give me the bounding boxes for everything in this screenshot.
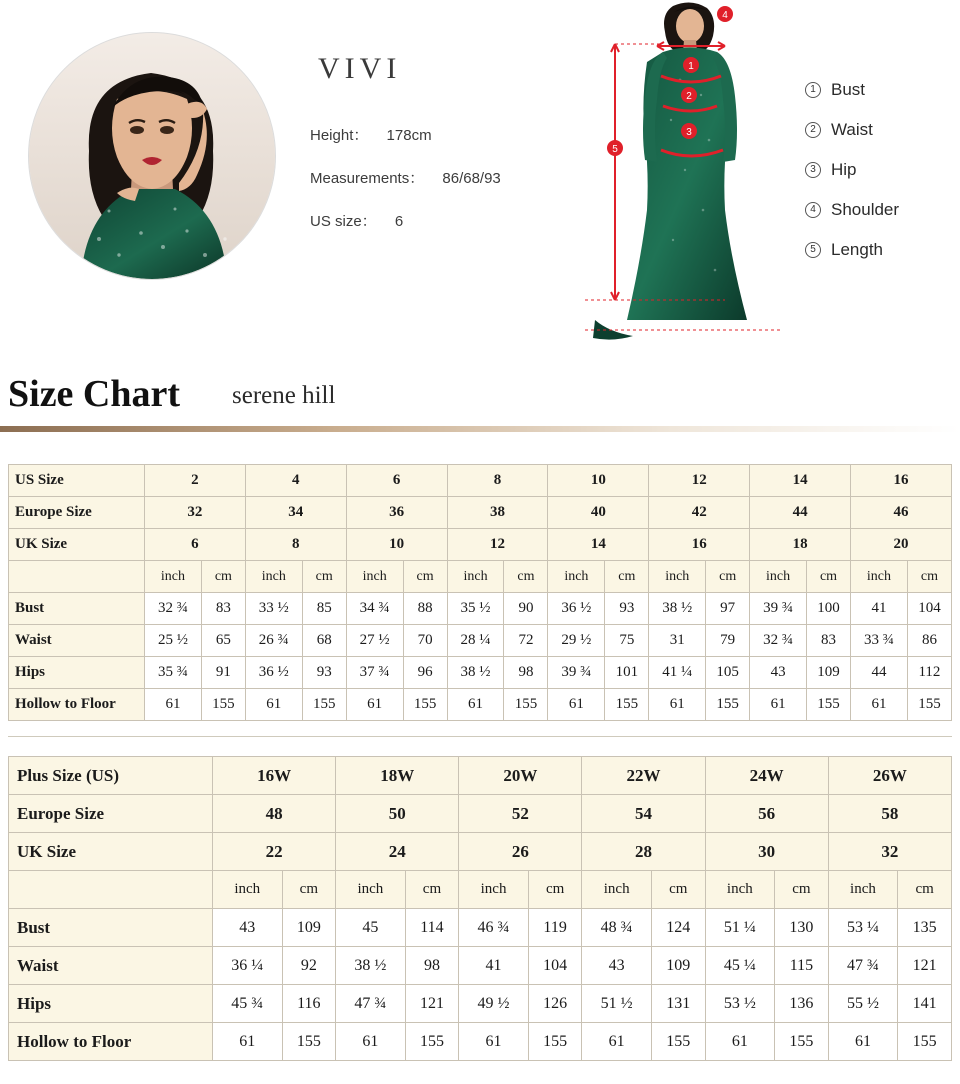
cell-plus-4: 24W <box>705 757 828 795</box>
hollow-cm-2: 155 <box>403 689 447 721</box>
unit-inch-plus-3: inch <box>582 871 652 909</box>
table-row-bust-plus <box>9 909 952 947</box>
cell-us-7: 16 <box>851 465 952 497</box>
cell-uk-plus-4: 30 <box>705 833 828 871</box>
bust-cm-plus-2: 119 <box>528 909 582 947</box>
waist-inch-7: 33 ¾ <box>851 625 908 657</box>
hips-cm-2: 96 <box>403 657 447 689</box>
bust-inch-plus-5: 53 ¼ <box>828 909 898 947</box>
cell-uk-3: 12 <box>447 529 548 561</box>
table-row-uk-size <box>9 529 952 561</box>
hips-inch-4: 39 ¾ <box>548 657 605 689</box>
model-ussize-row <box>310 210 580 231</box>
bust-inch-plus-3: 48 ¾ <box>582 909 652 947</box>
hips-inch-plus-1: 47 ¾ <box>336 985 406 1023</box>
hips-inch-3: 38 ½ <box>447 657 504 689</box>
cell-eu-7: 46 <box>851 497 952 529</box>
plus-size-table <box>8 756 952 1061</box>
waist-cm-4: 75 <box>605 625 649 657</box>
unit-cm-2: cm <box>403 561 447 593</box>
cell-us-1: 4 <box>245 465 346 497</box>
hollow-cm-4: 155 <box>605 689 649 721</box>
row-label-waist: Waist <box>9 625 145 657</box>
waist-cm-5: 79 <box>706 625 750 657</box>
waist-cm-7: 86 <box>907 625 951 657</box>
waist-cm-plus-1: 98 <box>405 947 459 985</box>
legend-number-icon: 1 <box>805 82 821 98</box>
bust-cm-plus-5: 135 <box>898 909 952 947</box>
waist-inch-plus-3: 43 <box>582 947 652 985</box>
unit-inch-7: inch <box>851 561 908 593</box>
unit-inch-4: inch <box>548 561 605 593</box>
cell-eu-2: 36 <box>346 497 447 529</box>
unit-inch-plus-1: inch <box>336 871 406 909</box>
measurement-legend <box>805 80 899 280</box>
bust-cm-4: 93 <box>605 593 649 625</box>
bust-cm-6: 100 <box>807 593 851 625</box>
waist-inch-plus-5: 47 ¾ <box>828 947 898 985</box>
waist-inch-2: 27 ½ <box>346 625 403 657</box>
hips-inch-plus-5: 55 ½ <box>828 985 898 1023</box>
row-label-hips-plus: Hips <box>9 985 213 1023</box>
unit-inch-2: inch <box>346 561 403 593</box>
unit-cm-plus-0: cm <box>282 871 336 909</box>
hollow-cm-plus-1: 155 <box>405 1023 459 1061</box>
svg-text:5: 5 <box>612 144 618 155</box>
unit-cm-plus-1: cm <box>405 871 459 909</box>
waist-cm-2: 70 <box>403 625 447 657</box>
hollow-inch-plus-2: 61 <box>459 1023 529 1061</box>
waist-inch-plus-4: 45 ¼ <box>705 947 775 985</box>
waist-inch-1: 26 ¾ <box>245 625 302 657</box>
hips-inch-6: 43 <box>750 657 807 689</box>
model-height-label: Height： <box>310 127 369 144</box>
bust-inch-plus-4: 51 ¼ <box>705 909 775 947</box>
unit-cm-5: cm <box>706 561 750 593</box>
table-row-europe-size <box>9 497 952 529</box>
dress-diagram <box>575 0 800 350</box>
unit-cm-7: cm <box>907 561 951 593</box>
units-blank-cell-plus <box>9 871 213 909</box>
cell-eu-0: 32 <box>145 497 246 529</box>
svg-text:1: 1 <box>688 61 694 72</box>
cell-uk-2: 10 <box>346 529 447 561</box>
waist-cm-0: 65 <box>201 625 245 657</box>
legend-number-icon: 3 <box>805 162 821 178</box>
cell-uk-plus-1: 24 <box>336 833 459 871</box>
legend-label: Hip <box>831 160 857 179</box>
bust-inch-1: 33 ½ <box>245 593 302 625</box>
measurement-figure <box>575 0 800 350</box>
standard-size-table <box>8 464 952 721</box>
unit-inch-plus-4: inch <box>705 871 775 909</box>
legend-label: Waist <box>831 120 873 139</box>
model-ussize-value: 6 <box>394 213 404 230</box>
waist-inch-0: 25 ½ <box>145 625 202 657</box>
waist-inch-plus-0: 36 ¼ <box>213 947 283 985</box>
bust-inch-plus-1: 45 <box>336 909 406 947</box>
table-row-waist <box>9 625 952 657</box>
table-row-hips <box>9 657 952 689</box>
cell-eu-plus-0: 48 <box>213 795 336 833</box>
unit-cm-6: cm <box>807 561 851 593</box>
cell-us-6: 14 <box>750 465 851 497</box>
page-title: Size Chart <box>8 373 181 415</box>
model-height-value: 178cm <box>386 127 432 144</box>
hollow-inch-7: 61 <box>851 689 908 721</box>
bust-inch-2: 34 ¾ <box>346 593 403 625</box>
hollow-cm-6: 155 <box>807 689 851 721</box>
bust-cm-plus-3: 124 <box>651 909 705 947</box>
waist-cm-6: 83 <box>807 625 851 657</box>
hips-cm-7: 112 <box>907 657 951 689</box>
waist-cm-plus-5: 121 <box>898 947 952 985</box>
cell-plus-2: 20W <box>459 757 582 795</box>
hips-inch-plus-0: 45 ¾ <box>213 985 283 1023</box>
row-label-uk-size: UK Size <box>9 529 145 561</box>
cell-uk-plus-3: 28 <box>582 833 705 871</box>
table-row-hips-plus <box>9 985 952 1023</box>
cell-uk-4: 14 <box>548 529 649 561</box>
row-label-hips: Hips <box>9 657 145 689</box>
size-chart-header <box>0 372 960 438</box>
bust-inch-4: 36 ½ <box>548 593 605 625</box>
hips-cm-0: 91 <box>201 657 245 689</box>
legend-item-length <box>805 240 899 260</box>
title-divider <box>0 426 960 432</box>
plus-size-table-wrap <box>8 756 952 1061</box>
hips-inch-plus-4: 53 ½ <box>705 985 775 1023</box>
hollow-cm-plus-3: 155 <box>651 1023 705 1061</box>
legend-item-hip <box>805 160 899 180</box>
cell-eu-plus-4: 56 <box>705 795 828 833</box>
cell-plus-0: 16W <box>213 757 336 795</box>
unit-cm-4: cm <box>605 561 649 593</box>
bust-inch-plus-0: 43 <box>213 909 283 947</box>
cell-uk-plus-5: 32 <box>828 833 951 871</box>
cell-plus-5: 26W <box>828 757 951 795</box>
hollow-cm-plus-0: 155 <box>282 1023 336 1061</box>
hips-cm-plus-0: 116 <box>282 985 336 1023</box>
hips-inch-0: 35 ¾ <box>145 657 202 689</box>
hips-inch-5: 41 ¼ <box>649 657 706 689</box>
bust-cm-1: 85 <box>302 593 346 625</box>
bust-inch-6: 39 ¾ <box>750 593 807 625</box>
unit-inch-plus-5: inch <box>828 871 898 909</box>
waist-cm-plus-2: 104 <box>528 947 582 985</box>
hollow-cm-0: 155 <box>201 689 245 721</box>
hollow-inch-3: 61 <box>447 689 504 721</box>
hollow-cm-5: 155 <box>706 689 750 721</box>
model-measurements-value: 86/68/93 <box>442 170 501 187</box>
cell-eu-3: 38 <box>447 497 548 529</box>
hollow-cm-plus-2: 155 <box>528 1023 582 1061</box>
cell-uk-5: 16 <box>649 529 750 561</box>
hips-cm-4: 101 <box>605 657 649 689</box>
unit-inch-plus-0: inch <box>213 871 283 909</box>
hips-cm-plus-5: 141 <box>898 985 952 1023</box>
bust-cm-plus-4: 130 <box>775 909 829 947</box>
legend-item-shoulder <box>805 200 899 220</box>
bust-cm-7: 104 <box>907 593 951 625</box>
svg-text:4: 4 <box>722 10 728 21</box>
unit-inch-3: inch <box>447 561 504 593</box>
cell-eu-5: 42 <box>649 497 750 529</box>
hips-inch-2: 37 ¾ <box>346 657 403 689</box>
hollow-inch-plus-3: 61 <box>582 1023 652 1061</box>
unit-cm-plus-2: cm <box>528 871 582 909</box>
cell-eu-plus-3: 54 <box>582 795 705 833</box>
hips-inch-7: 44 <box>851 657 908 689</box>
legend-label: Shoulder <box>831 200 900 219</box>
waist-inch-5: 31 <box>649 625 706 657</box>
cell-eu-plus-5: 58 <box>828 795 951 833</box>
table-row-us-size <box>9 465 952 497</box>
model-height-row <box>310 124 580 145</box>
table-row-waist-plus <box>9 947 952 985</box>
cell-uk-plus-0: 22 <box>213 833 336 871</box>
row-label-europe-size-plus: Europe Size <box>9 795 213 833</box>
row-label-uk-size-plus: UK Size <box>9 833 213 871</box>
bust-cm-0: 83 <box>201 593 245 625</box>
row-label-us-size: US Size <box>9 465 145 497</box>
waist-cm-3: 72 <box>504 625 548 657</box>
table-row-hollow-to-floor <box>9 689 952 721</box>
cell-us-4: 10 <box>548 465 649 497</box>
brand-name: VIVI <box>318 52 402 85</box>
waist-cm-1: 68 <box>302 625 346 657</box>
hollow-inch-5: 61 <box>649 689 706 721</box>
hollow-inch-plus-0: 61 <box>213 1023 283 1061</box>
waist-inch-3: 28 ¼ <box>447 625 504 657</box>
bust-inch-7: 41 <box>851 593 908 625</box>
hips-cm-5: 105 <box>706 657 750 689</box>
row-label-hollow: Hollow to Floor <box>9 689 145 721</box>
unit-cm-plus-5: cm <box>898 871 952 909</box>
row-label-waist-plus: Waist <box>9 947 213 985</box>
row-label-bust: Bust <box>9 593 145 625</box>
cell-eu-plus-1: 50 <box>336 795 459 833</box>
table-row-plus-size <box>9 757 952 795</box>
unit-cm-plus-4: cm <box>775 871 829 909</box>
hollow-cm-plus-4: 155 <box>775 1023 829 1061</box>
hollow-inch-2: 61 <box>346 689 403 721</box>
waist-inch-6: 32 ¾ <box>750 625 807 657</box>
table-row-europe-size-plus <box>9 795 952 833</box>
hollow-cm-7: 155 <box>907 689 951 721</box>
hips-cm-3: 98 <box>504 657 548 689</box>
unit-inch-plus-2: inch <box>459 871 529 909</box>
table-row-units-plus <box>9 871 952 909</box>
hollow-inch-plus-5: 61 <box>828 1023 898 1061</box>
row-label-plus-size: Plus Size (US) <box>9 757 213 795</box>
bust-cm-5: 97 <box>706 593 750 625</box>
model-ussize-label: US size： <box>310 213 377 230</box>
waist-cm-plus-3: 109 <box>651 947 705 985</box>
unit-cm-plus-3: cm <box>651 871 705 909</box>
hips-cm-1: 93 <box>302 657 346 689</box>
cell-uk-1: 8 <box>245 529 346 561</box>
unit-cm-1: cm <box>302 561 346 593</box>
unit-inch-0: inch <box>145 561 202 593</box>
hips-cm-plus-1: 121 <box>405 985 459 1023</box>
row-label-hollow-plus: Hollow to Floor <box>9 1023 213 1061</box>
bust-inch-plus-2: 46 ¾ <box>459 909 529 947</box>
waist-inch-plus-2: 41 <box>459 947 529 985</box>
table-row-bust <box>9 593 952 625</box>
svg-text:3: 3 <box>686 127 692 138</box>
row-label-europe-size: Europe Size <box>9 497 145 529</box>
hollow-inch-1: 61 <box>245 689 302 721</box>
cell-plus-1: 18W <box>336 757 459 795</box>
cell-eu-6: 44 <box>750 497 851 529</box>
cell-us-2: 6 <box>346 465 447 497</box>
table-row-uk-size-plus <box>9 833 952 871</box>
bust-inch-5: 38 ½ <box>649 593 706 625</box>
legend-item-waist <box>805 120 899 140</box>
hollow-inch-4: 61 <box>548 689 605 721</box>
cell-us-3: 8 <box>447 465 548 497</box>
cell-us-0: 2 <box>145 465 246 497</box>
hips-cm-6: 109 <box>807 657 851 689</box>
hollow-cm-3: 155 <box>504 689 548 721</box>
cell-eu-plus-2: 52 <box>459 795 582 833</box>
hips-inch-plus-3: 51 ½ <box>582 985 652 1023</box>
cell-uk-7: 20 <box>851 529 952 561</box>
table-row-units <box>9 561 952 593</box>
bust-cm-plus-1: 114 <box>405 909 459 947</box>
hips-inch-1: 36 ½ <box>245 657 302 689</box>
cell-plus-3: 22W <box>582 757 705 795</box>
hollow-inch-0: 61 <box>145 689 202 721</box>
cell-eu-4: 40 <box>548 497 649 529</box>
waist-cm-plus-0: 92 <box>282 947 336 985</box>
row-label-bust-plus: Bust <box>9 909 213 947</box>
waist-inch-plus-1: 38 ½ <box>336 947 406 985</box>
waist-cm-plus-4: 115 <box>775 947 829 985</box>
cell-uk-6: 18 <box>750 529 851 561</box>
standard-size-table-wrap <box>8 464 952 721</box>
legend-number-icon: 5 <box>805 242 821 258</box>
cell-uk-plus-2: 26 <box>459 833 582 871</box>
unit-inch-1: inch <box>245 561 302 593</box>
model-measurements-label: Measurements： <box>310 170 425 187</box>
model-measurements-row <box>310 167 580 188</box>
unit-cm-3: cm <box>504 561 548 593</box>
model-photo-illustration <box>29 33 275 279</box>
cell-uk-0: 6 <box>145 529 246 561</box>
svg-text:2: 2 <box>686 91 692 102</box>
bust-cm-3: 90 <box>504 593 548 625</box>
unit-cm-0: cm <box>201 561 245 593</box>
hips-cm-plus-4: 136 <box>775 985 829 1023</box>
table-row-hollow-to-floor-plus <box>9 1023 952 1061</box>
unit-inch-5: inch <box>649 561 706 593</box>
table-divider <box>8 736 952 737</box>
cell-eu-1: 34 <box>245 497 346 529</box>
legend-label: Length <box>831 240 883 259</box>
hips-inch-plus-2: 49 ½ <box>459 985 529 1023</box>
top-section <box>0 0 960 368</box>
bust-cm-2: 88 <box>403 593 447 625</box>
hollow-cm-plus-5: 155 <box>898 1023 952 1061</box>
hollow-inch-plus-4: 61 <box>705 1023 775 1061</box>
bust-cm-plus-0: 109 <box>282 909 336 947</box>
hollow-cm-1: 155 <box>302 689 346 721</box>
unit-inch-6: inch <box>750 561 807 593</box>
cell-us-5: 12 <box>649 465 750 497</box>
brand-subtitle: serene hill <box>232 382 336 409</box>
hips-cm-plus-3: 131 <box>651 985 705 1023</box>
hollow-inch-6: 61 <box>750 689 807 721</box>
legend-number-icon: 2 <box>805 122 821 138</box>
legend-item-bust <box>805 80 899 100</box>
legend-number-icon: 4 <box>805 202 821 218</box>
waist-inch-4: 29 ½ <box>548 625 605 657</box>
hips-cm-plus-2: 126 <box>528 985 582 1023</box>
units-blank-cell <box>9 561 145 593</box>
bust-inch-3: 35 ½ <box>447 593 504 625</box>
model-info <box>310 52 580 253</box>
model-photo <box>28 32 276 280</box>
bust-inch-0: 32 ¾ <box>145 593 202 625</box>
legend-label: Bust <box>831 80 866 99</box>
hollow-inch-plus-1: 61 <box>336 1023 406 1061</box>
